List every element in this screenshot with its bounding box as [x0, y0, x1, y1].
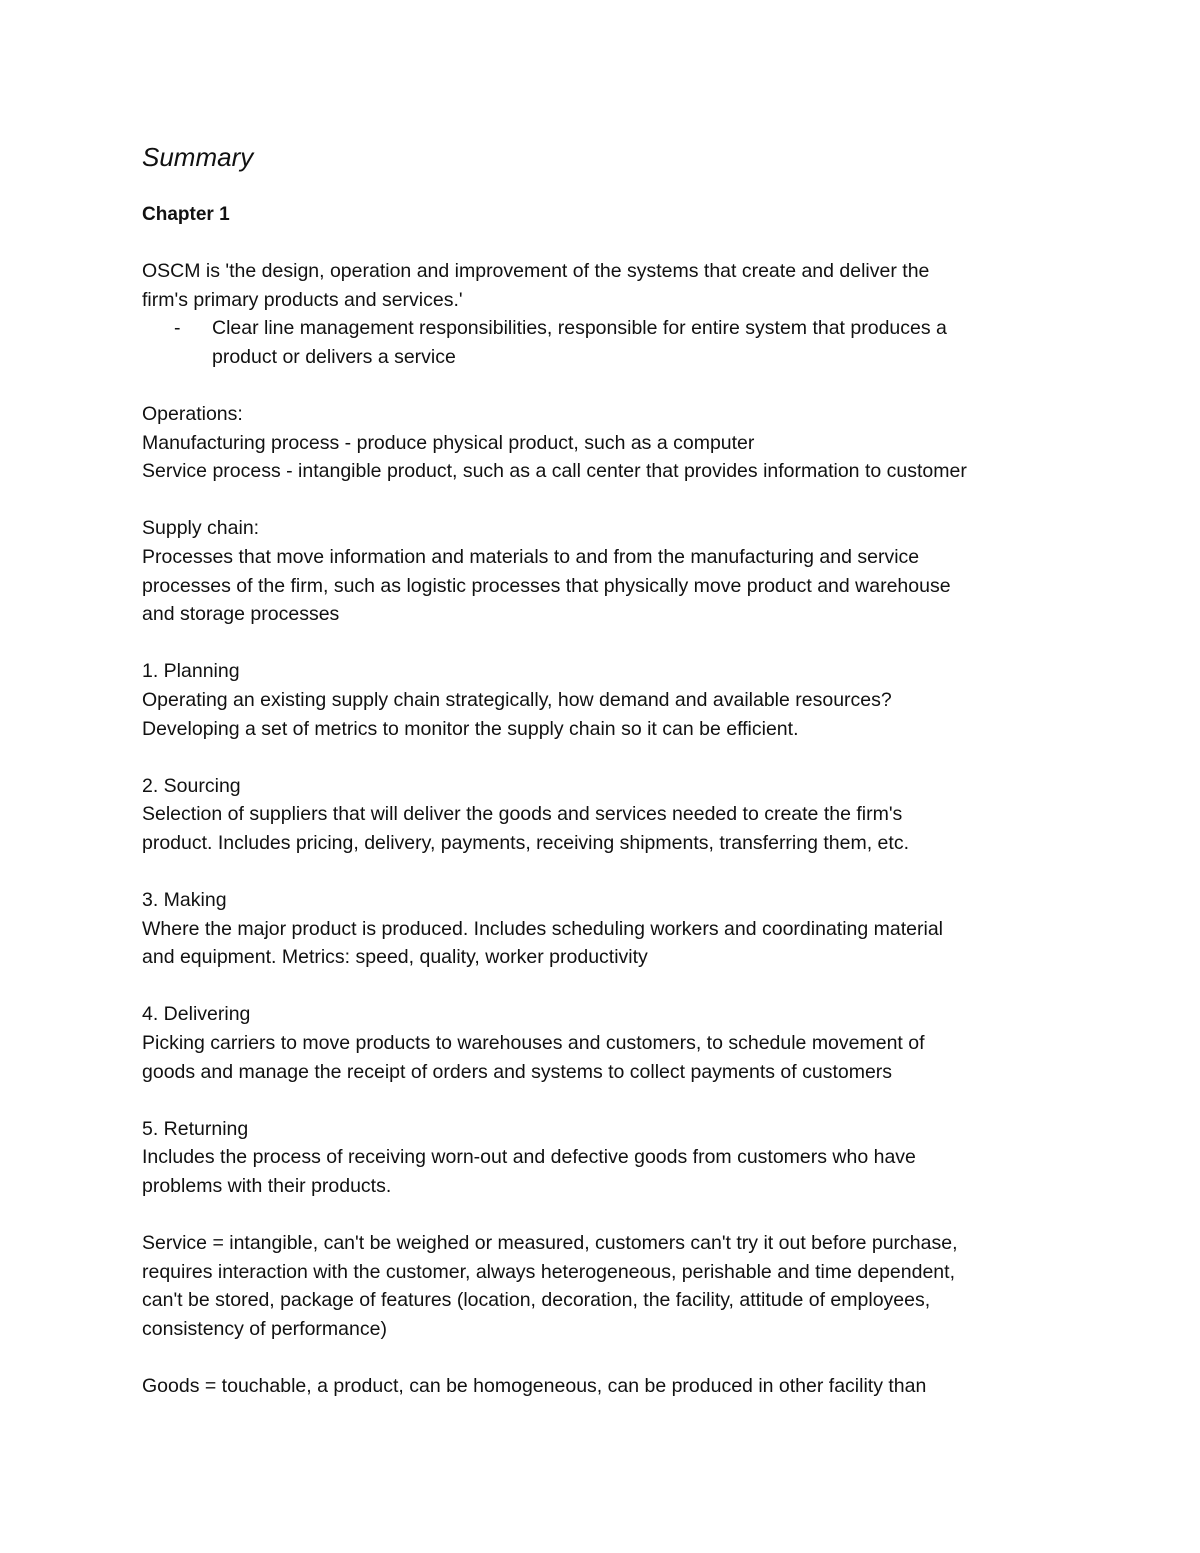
paragraph-line: Goods = touchable, a product, can be homogeneous, can be produced in other facility than — [142, 1375, 927, 1398]
section-heading: Supply chain: — [142, 517, 260, 540]
chapter-heading: Chapter 1 — [142, 204, 230, 225]
paragraph-line: can't be stored, package of features (location, decoration, the facility, attitude of employees, — [142, 1289, 931, 1312]
paragraph-line: Processes that move information and materials to and from the manufacturing and service — [142, 545, 920, 568]
intro-paragraph — [142, 257, 1082, 314]
section-heading: 2. Sourcing — [142, 774, 241, 797]
making-section — [142, 886, 1082, 972]
paragraph-line: Manufacturing process - produce physical product, such as a computer — [142, 431, 755, 454]
paragraph-line: requires interaction with the customer, always heterogeneous, perishable and time dependent, — [142, 1260, 955, 1283]
delivering-section — [142, 1000, 1082, 1086]
section-heading: 5. Returning — [142, 1117, 249, 1140]
paragraph-line: Service = intangible, can't be weighed or measured, customers can't try it out before purchase, — [142, 1232, 958, 1255]
bullet-text — [212, 314, 947, 371]
paragraph-line: Clear line management responsibilities, responsible for entire system that produces a — [212, 317, 947, 340]
paragraph-line: processes of the firm, such as logistic processes that physically move product and warehouse — [142, 574, 951, 597]
sourcing-section — [142, 772, 1082, 858]
paragraph-line: problems with their products. — [142, 1175, 392, 1197]
paragraph-line: Where the major product is produced. Includes scheduling workers and coordinating material — [142, 917, 944, 940]
section-heading: 1. Planning — [142, 660, 240, 683]
document-title: Summary — [142, 142, 254, 172]
operations-section — [142, 400, 1082, 486]
paragraph-line: product. Includes pricing, delivery, payments, receiving shipments, transferring them, etc. — [142, 831, 909, 854]
document-page — [142, 140, 1082, 1401]
paragraph-line: Service process - intangible product, such as a call center that provides information to customer — [142, 460, 967, 483]
paragraph-line: Operating an existing supply chain strategically, how demand and available resources? — [142, 688, 892, 711]
bullet-item — [142, 314, 1082, 371]
paragraph-line: goods and manage the receipt of orders and systems to collect payments of customers — [142, 1060, 893, 1083]
paragraph-line: OSCM is 'the design, operation and improvement of the systems that create and deliver the — [142, 260, 930, 282]
returning-section — [142, 1115, 1082, 1201]
paragraph-line: Selection of suppliers that will deliver the goods and services needed to create the firm's — [142, 803, 903, 826]
paragraph-line: consistency of performance) — [142, 1317, 387, 1340]
paragraph-line: Picking carriers to move products to warehouses and customers, to schedule movement of — [142, 1032, 925, 1055]
service-definition — [142, 1229, 1082, 1343]
supply-chain-section — [142, 514, 1082, 628]
bullet-marker: - — [174, 317, 181, 340]
planning-section — [142, 657, 1082, 743]
section-heading: 4. Delivering — [142, 1003, 251, 1026]
paragraph-line: firm's primary products and services.' — [142, 288, 463, 311]
section-heading: 3. Making — [142, 889, 227, 912]
paragraph-line: Includes the process of receiving worn-out and defective goods from customers who have — [142, 1146, 916, 1169]
paragraph-line: product or delivers a service — [212, 345, 456, 368]
goods-definition — [142, 1372, 1082, 1401]
paragraph-line: and storage processes — [142, 603, 340, 626]
section-heading: Operations: — [142, 402, 243, 425]
paragraph-line: and equipment. Metrics: speed, quality, worker productivity — [142, 946, 648, 969]
paragraph-line: Developing a set of metrics to monitor the supply chain so it can be efficient. — [142, 717, 799, 740]
